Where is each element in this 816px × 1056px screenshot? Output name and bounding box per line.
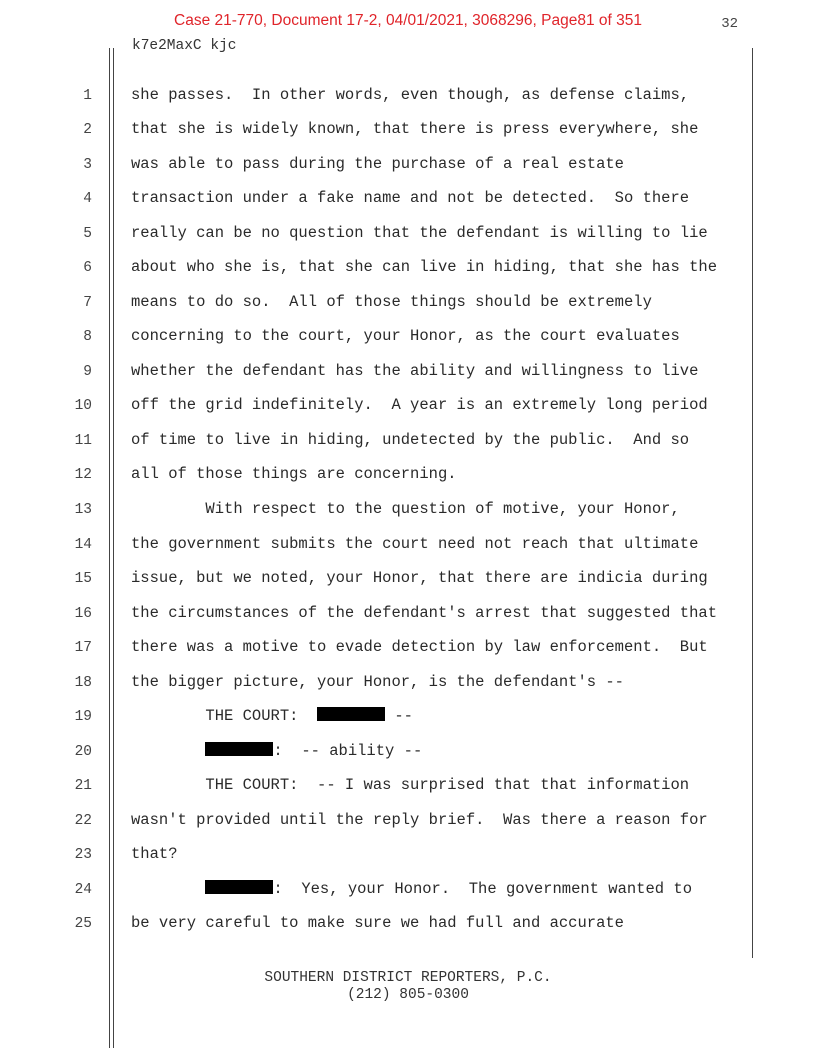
line-text-after: : Yes, your Honor. The government wanted to <box>273 880 692 898</box>
transcript-line: concerning to the court, your Honor, as the court evaluates <box>131 327 680 345</box>
line-number: 14 <box>74 537 92 553</box>
redaction-bar <box>317 707 385 721</box>
transcript-line: the circumstances of the defendant's arrest that suggested that <box>131 604 717 622</box>
line-number: 9 <box>83 364 92 380</box>
line-text-before <box>131 880 205 898</box>
line-text-after: : -- ability -- <box>273 742 423 760</box>
redaction-bar <box>205 742 273 756</box>
line-number: 6 <box>83 260 92 276</box>
line-number: 23 <box>74 847 92 863</box>
line-number: 8 <box>83 329 92 345</box>
footer-phone: (212) 805-0300 <box>347 987 469 1003</box>
line-number: 10 <box>74 398 92 414</box>
page-number: 32 <box>721 16 738 32</box>
line-number: 17 <box>74 640 92 656</box>
transcript-line: there was a motive to evade detection by law enforcement. But <box>131 638 708 656</box>
transcript-line: issue, but we noted, your Honor, that there are indicia during <box>131 569 708 587</box>
line-number: 15 <box>74 571 92 587</box>
transcript-line: THE COURT: -- I was surprised that that information <box>131 776 690 794</box>
transcript-line: transaction under a fake name and not be detected. So there <box>131 189 690 207</box>
transcript-line <box>131 880 692 898</box>
line-number: 25 <box>74 916 92 932</box>
transcript-line: really can be no question that the defendant is willing to lie <box>131 224 708 242</box>
line-number: 19 <box>74 709 92 725</box>
footer <box>0 970 816 1004</box>
line-number: 16 <box>74 606 92 622</box>
line-text-before <box>131 742 205 760</box>
line-number: 3 <box>83 157 92 173</box>
transcript-line <box>131 742 422 760</box>
transcript-line: that? <box>131 845 178 863</box>
line-number: 22 <box>74 813 92 829</box>
transcript-line: be very careful to make sure we had full and accurate <box>131 914 624 932</box>
transcript-line: she passes. In other words, even though, as defense claims, <box>131 86 690 104</box>
line-text-before: THE COURT: <box>131 707 318 725</box>
line-number: 12 <box>74 467 92 483</box>
transcript-line: With respect to the question of motive, your Honor, <box>131 500 680 518</box>
line-number: 24 <box>74 882 92 898</box>
line-number: 5 <box>83 226 92 242</box>
redaction-bar <box>205 880 273 894</box>
line-number: 20 <box>74 744 92 760</box>
transcript-line: about who she is, that she can live in hiding, that she has the <box>131 258 717 276</box>
right-margin-rule <box>752 48 753 958</box>
transcript-line: wasn't provided until the reply brief. Was there a reason for <box>131 811 708 829</box>
transcript-line <box>131 707 413 725</box>
line-number: 18 <box>74 675 92 691</box>
line-number: 13 <box>74 502 92 518</box>
transcript-line: whether the defendant has the ability and willingness to live <box>131 362 699 380</box>
line-number: 21 <box>74 778 92 794</box>
transcript-line: all of those things are concerning. <box>131 465 457 483</box>
line-number: 2 <box>83 122 92 138</box>
transcript-line: the bigger picture, your Honor, is the defendant's -- <box>131 673 624 691</box>
transcript-line: of time to live in hiding, undetected by the public. And so <box>131 431 690 449</box>
line-number: 7 <box>83 295 92 311</box>
line-number: 4 <box>83 191 92 207</box>
transcript-line: that she is widely known, that there is press everywhere, she <box>131 120 699 138</box>
case-id: k7e2MaxC kjc <box>132 38 237 54</box>
left-margin-rule-outer <box>109 48 110 1048</box>
transcript-line: means to do so. All of those things should be extremely <box>131 293 652 311</box>
transcript-line: the government submits the court need not reach that ultimate <box>131 535 699 553</box>
line-number: 11 <box>74 433 92 449</box>
line-number: 1 <box>83 88 92 104</box>
line-text-after: -- <box>385 707 413 725</box>
left-margin-rule-inner <box>113 48 114 1048</box>
transcript-line: off the grid indefinitely. A year is an extremely long period <box>131 396 708 414</box>
transcript-line: was able to pass during the purchase of a real estate <box>131 155 624 173</box>
footer-reporter: SOUTHERN DISTRICT REPORTERS, P.C. <box>264 970 552 986</box>
case-stamp: Case 21-770, Document 17-2, 04/01/2021, 3068296, Page81 of 351 <box>174 12 642 29</box>
